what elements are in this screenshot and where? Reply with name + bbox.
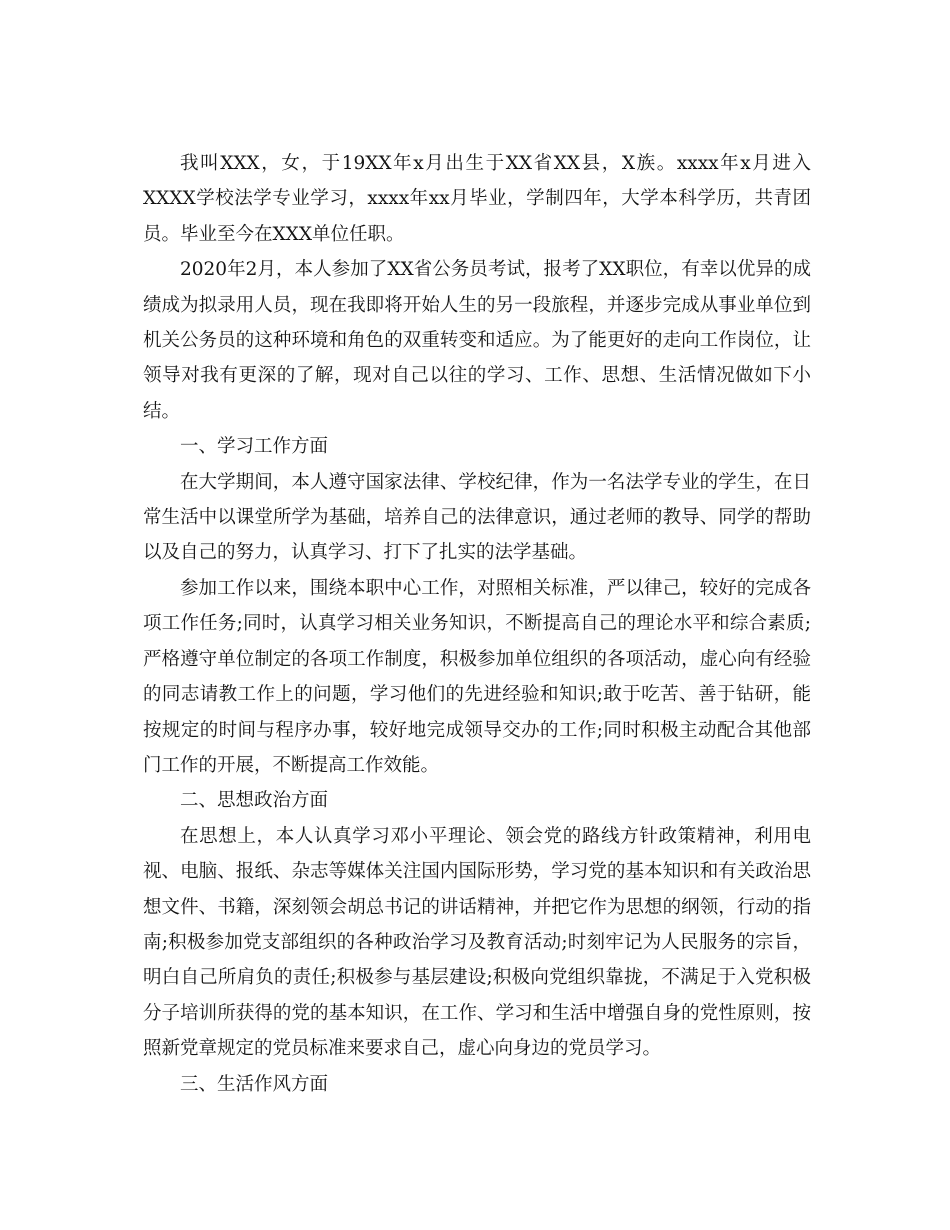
paragraph-political: 在思想上，本人认真学习邓小平理论、领会党的路线方针政策精神，利用电视、电脑、报纸、杂志等媒体关注国内国际形势，学习党的基本知识和有关政治思想文件、书籍，深刻领会胡总书记的讲话精神，并把它作为思想的纲领，行动的指南;积极参加党支部组织的各种政治学习及教育活动;时刻牢记为人民服务的宗旨，明白自己所肩负的责任;积极参与基层建设;积极向党组织靠拢，不满足于入党积极分子培训所获得的党的基本知识，在工作、学习和生活中增强自身的党性原则，按照新党章规定的党员标准来要求自己，虚心向身边的党员学习。 xyxy=(143,825,811,1060)
section-heading-political: 二、思想政治方面 xyxy=(180,790,329,812)
paragraph-university: 在大学期间，本人遵守国家法律、学校纪律，作为一名法学专业的学生，在日常生活中以课堂所学为基础，培养自己的法律意识，通过老师的教导、同学的帮助以及自己的努力，认真学习、打下了扎实的法学基础。 xyxy=(143,471,811,564)
paragraph-work: 参加工作以来，围绕本职中心工作，对照相关标准，严以律己，较好的完成各项工作任务;同时，认真学习相关业务知识，不断提高自己的理论水平和综合素质;严格遵守单位制定的各项工作制度，积极参加单位组织的各项活动，虚心向有经验的同志请教工作上的问题，学习他们的先进经验和知识;敢于吃苦、善于钻研，能按规定的时间与程序办事，较好地完成领导交办的工作;同时积极主动配合其他部门工作的开展，不断提高工作效能。 xyxy=(143,577,811,776)
document-body xyxy=(143,146,811,1102)
paragraph-personal-info: 我叫XXX，女，于19XX年x月出生于XX省XX县，X族。xxxx年x月进入XXXX学校法学专业学习，xxxx年xx月毕业，学制四年，大学本科学历，共青团员。毕业至今在XXX单位任职。 xyxy=(143,153,811,245)
paragraph-exam-intro: 2020年2月，本人参加了XX省公务员考试，报考了XX职位，有幸以优异的成绩成为拟录用人员，现在我即将开始人生的另一段旅程，并逐步完成从事业单位到机关公务员的这种环境和角色的双重转变和适应。为了能更好的走向工作岗位，让领导对我有更深的了解，现对自己以往的学习、工作、思想、生活情况做如下小结。 xyxy=(143,259,811,422)
section-heading-study-work: 一、学习工作方面 xyxy=(180,436,329,458)
section-heading-life-style: 三、生活作风方面 xyxy=(180,1073,329,1095)
